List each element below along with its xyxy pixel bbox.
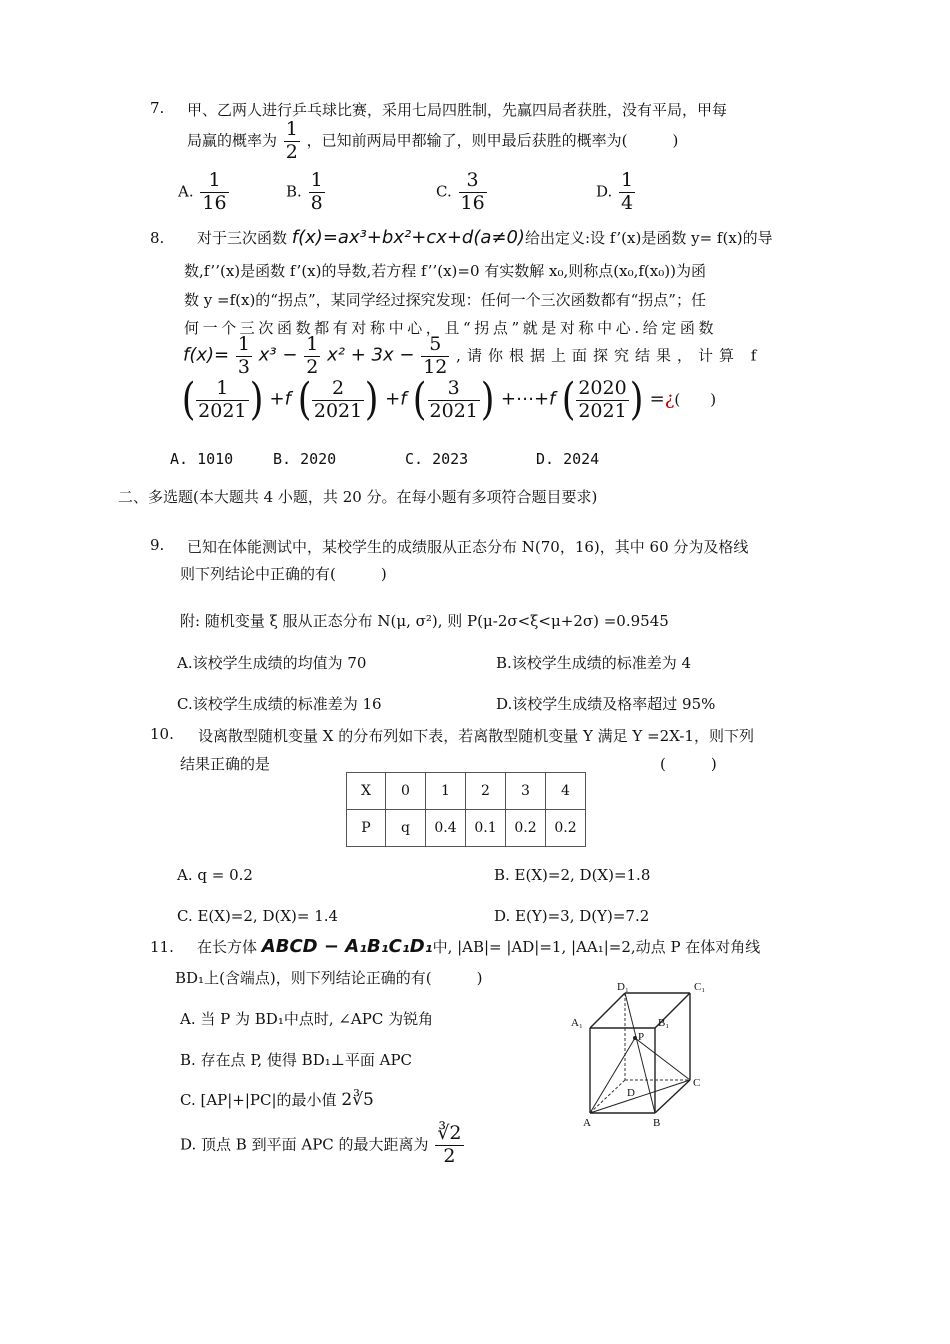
q8-plus-f-2: +f — [385, 388, 407, 410]
q9-option-c[interactable]: C.该校学生成绩的标准差为 16 — [177, 695, 382, 713]
q7-d-num: 1 — [621, 169, 634, 191]
q9-line1: 已知在体能测试中，某校学生的成绩服从正态分布 N(70，16)，其中 60 分为及格线 — [187, 538, 749, 556]
q8-ellipsis: +⋯+f — [500, 388, 556, 410]
point-p — [633, 1036, 637, 1040]
q8-s1-den: 2021 — [198, 399, 247, 422]
label-b1: B₁ — [658, 1017, 670, 1029]
cuboid-figure — [565, 978, 725, 1133]
q7-option-a-fraction — [200, 170, 228, 215]
q9-option-a[interactable]: A.该校学生成绩的均值为 70 — [177, 654, 367, 672]
q11-line1 — [197, 936, 760, 957]
q7-line2 — [187, 119, 678, 164]
q8-option-c[interactable]: C. 2023 — [405, 450, 469, 468]
q8-c1-num: 1 — [237, 333, 250, 355]
table-row — [347, 810, 586, 847]
q8-option-b[interactable]: B. 2020 — [273, 450, 337, 468]
q8-plus-f-1: +f — [269, 388, 291, 410]
q8-equals: = — [649, 388, 665, 410]
table-cell: 3 — [506, 773, 546, 810]
q8-s4-num: 2020 — [578, 377, 627, 399]
q7-option-c-label: C. — [436, 182, 452, 201]
q8-line5-post: ,请你根据上面探究结果，计算 f — [456, 346, 763, 365]
q8-c2-den: 2 — [306, 355, 319, 378]
q11-option-a[interactable]: A. 当 P 为 BD₁中点时, ∠APC 为锐角 — [180, 1010, 434, 1028]
table-cell: q — [386, 810, 426, 847]
table-cell: X — [347, 773, 386, 810]
q8-sum-line: ( $\frac{1}{2021}$ ) +f ( $\frac{2}{2021}$ ) +f ( $\frac{3}{2021}$ ) +⋯+f ( $\frac{2020}{2021}$ ) =¿( ) — [181, 374, 717, 426]
q8-c3-num: 5 — [421, 334, 449, 357]
q11-option-b[interactable]: B. 存在点 P, 使得 BD₁⊥平面 APC — [180, 1051, 413, 1069]
q7-option-b-fraction — [309, 170, 325, 215]
q8-c1-den: 3 — [237, 355, 250, 378]
q8-coef3 — [421, 334, 449, 379]
q8-option-d[interactable]: D. 2024 — [536, 450, 600, 468]
q7-option-c[interactable] — [436, 170, 489, 215]
label-a1: A₁ — [571, 1017, 583, 1029]
q10-option-d[interactable]: D. E(Y)=3, D(Y)=7.2 — [494, 907, 650, 925]
q10-number: 10. — [150, 725, 174, 743]
q8-qmark: ¿ — [664, 388, 675, 410]
label-d: D — [627, 1087, 635, 1099]
q8-line2: 数,f’’(x)是函数 f’(x)的导数,若方程 f’’(x)=0 有实数解 x₀,则称点(x₀,f(x₀))为函 — [184, 262, 706, 280]
table-cell: 0 — [386, 773, 426, 810]
q10-option-a[interactable]: A. q = 0.2 — [177, 866, 253, 884]
q7-b-num: 1 — [310, 169, 323, 191]
q8-s1-num: 1 — [196, 378, 248, 401]
q8-c2-num: 1 — [306, 333, 319, 355]
q9-number: 9. — [150, 536, 165, 554]
q8-term1: x³ − — [258, 344, 298, 366]
section2-title: 二、多选题(本大题共 4 小题，共 20 分。在每小题有多项符合题目要求) — [118, 488, 598, 506]
q11-option-d-text: D. 顶点 B 到平面 APC 的最大距离为 — [180, 1135, 429, 1154]
q7-d-den: 4 — [621, 191, 634, 214]
label-c1: C₁ — [694, 981, 706, 993]
q7-option-a[interactable] — [178, 170, 231, 215]
q9-line2: 则下列结论中正确的有( ) — [180, 565, 387, 583]
q7-a-num: 1 — [200, 170, 228, 193]
q11-d-num: ∛2 — [437, 1122, 462, 1144]
q8-line1-post: 给出定义:设 f’(x)是函数 y= f(x)的导 — [524, 229, 773, 247]
q11-d-den: 2 — [443, 1144, 456, 1167]
q10-distribution-table — [346, 772, 586, 847]
q7-a-den: 16 — [202, 191, 227, 214]
q8-c3-den: 12 — [423, 355, 448, 378]
q11-option-c-text: C. [AP|+|PC|的最小值 — [180, 1091, 337, 1109]
q8-coef1 — [236, 334, 252, 379]
q7-line2-pre: 局赢的概率为 — [187, 131, 278, 150]
q7-b-den: 8 — [310, 191, 323, 214]
table-cell: 0.1 — [466, 810, 506, 847]
q8-s2-num: 2 — [312, 378, 364, 401]
q10-line1: 设离散型随机变量 X 的分布列如下表，若离散型随机变量 Y 满足 Y =2X-1，则下列 — [198, 727, 754, 745]
q7-option-d-label: D. — [596, 182, 613, 201]
edge-a1d1 — [590, 993, 625, 1028]
q8-option-a[interactable]: A. 1010 — [170, 450, 234, 468]
segment-ac — [590, 1080, 690, 1113]
q7-number: 7. — [150, 99, 165, 117]
q7-option-d[interactable] — [596, 170, 637, 215]
q10-option-c[interactable]: C. E(X)=2, D(X)= 1.4 — [177, 907, 339, 925]
table-cell: 0.2 — [506, 810, 546, 847]
q9-option-d[interactable]: D.该校学生成绩及格率超过 95% — [496, 695, 716, 713]
q10-line2: 结果正确的是 — [180, 755, 271, 773]
q11-option-d[interactable] — [180, 1123, 466, 1168]
label-c: C — [693, 1077, 701, 1089]
q7-option-a-label: A. — [178, 182, 194, 201]
table-cell: 0.2 — [546, 810, 586, 847]
q8-coef2 — [304, 334, 320, 379]
q11-option-c[interactable] — [180, 1089, 374, 1110]
q7-frac-num: 1 — [285, 118, 298, 140]
q8-sum-term-2 — [312, 378, 364, 423]
label-b: B — [653, 1117, 661, 1129]
q8-sum-term-4 — [576, 378, 628, 423]
q8-function-line — [183, 334, 762, 379]
edge-ad-hidden — [590, 1080, 625, 1113]
q7-c-num: 3 — [459, 170, 487, 193]
q8-s3-den: 2021 — [429, 399, 478, 422]
label-d1: D₁ — [617, 981, 629, 993]
q8-sum-term-3 — [428, 378, 480, 423]
table-cell: 2 — [466, 773, 506, 810]
q11-line2: BD₁上(含端点)，则下列结论正确的有( ) — [175, 969, 483, 987]
q11-option-d-fraction — [435, 1123, 463, 1168]
q8-formula: f(x)=ax³+bx²+cx+d(a≠0) — [291, 227, 525, 248]
q7-line2-post: ，已知前两局甲都输了，则甲最后获胜的概率为( ) — [306, 131, 679, 150]
q7-c-den: 16 — [460, 191, 485, 214]
edge-bc — [655, 1080, 690, 1113]
table-cell: 0.4 — [426, 810, 466, 847]
q11-solid-name: ABCD − A₁B₁C₁D₁ — [261, 936, 433, 957]
q7-frac-den: 2 — [285, 140, 298, 163]
q7-option-c-fraction — [459, 170, 487, 215]
label-a: A — [583, 1117, 591, 1129]
label-p: P — [638, 1031, 645, 1043]
q8-line1-pre: 对于三次函数 — [197, 229, 288, 247]
table-row — [347, 773, 586, 810]
q10-answer-paren: ( ) — [660, 755, 717, 773]
segment-pc — [635, 1038, 690, 1080]
q11-line1-post: 中, |AB|= |AD|=1, |AA₁|=2,动点 P 在体对角线 — [432, 938, 761, 956]
q8-line1 — [197, 227, 773, 248]
q7-option-d-fraction — [619, 170, 635, 215]
q8-s4-den: 2021 — [578, 399, 627, 422]
q7-line1: 甲、乙两人进行乒乓球比赛，采用七局四胜制，先赢四局者获胜，没有平局，甲每 — [187, 101, 728, 119]
q9-option-b[interactable]: B.该校学生成绩的标准差为 4 — [496, 654, 692, 672]
q11-line1-pre: 在长方体 — [197, 938, 258, 956]
table-cell: 4 — [546, 773, 586, 810]
q8-line3: 数 y =f(x)的“拐点”，某同学经过探究发现：任何一个三次函数都有“拐点”；任 — [184, 291, 706, 309]
table-cell: 1 — [426, 773, 466, 810]
segment-ap — [590, 1038, 635, 1113]
q8-line4: 何一个三次函数都有对称中心，且“拐点”就是对称中心.给定函数 — [184, 319, 718, 337]
q8-s2-den: 2021 — [313, 399, 363, 422]
q9-note: 附: 随机变量 ξ 服从正态分布 N(μ, σ²), 则 P(μ-2σ<ξ<μ+2σ) =0.9545 — [180, 612, 669, 630]
q8-answer-paren: ( ) — [674, 390, 717, 409]
q11-option-c-math: 2∛5 — [341, 1090, 374, 1110]
q8-term2: x² + 3x − — [327, 344, 415, 366]
q8-func-lhs: f(x)= — [183, 344, 230, 366]
q8-s3-num: 3 — [428, 378, 480, 401]
q7-option-b-label: B. — [286, 182, 302, 201]
q11-number: 11. — [150, 938, 174, 956]
q8-sum-term-1 — [196, 378, 248, 423]
q7-fraction — [284, 119, 300, 164]
table-cell: P — [347, 810, 386, 847]
q7-option-b[interactable] — [286, 170, 327, 215]
q8-number: 8. — [150, 229, 165, 247]
q10-option-b[interactable]: B. E(X)=2, D(X)=1.8 — [494, 866, 651, 884]
